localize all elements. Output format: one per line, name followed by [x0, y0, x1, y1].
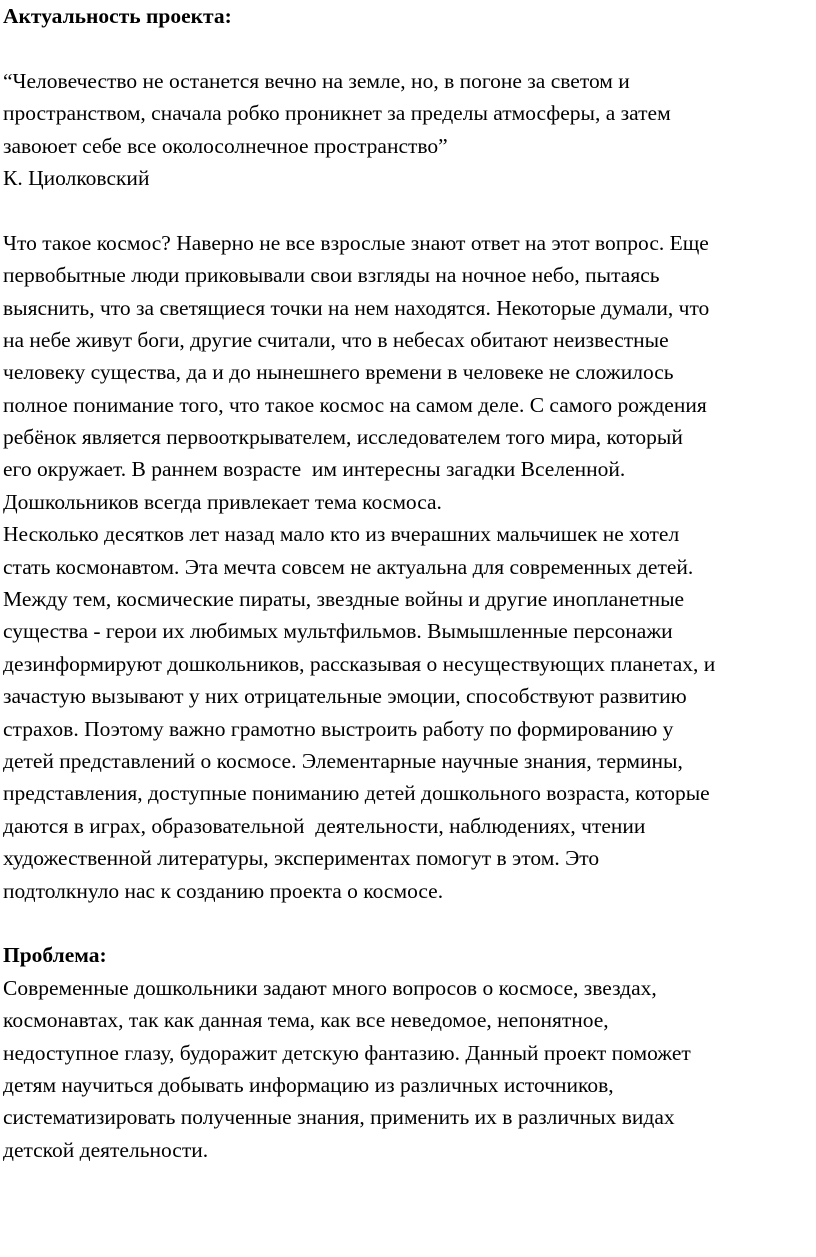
- relevance-paragraph-2: [3, 518, 813, 907]
- problem-paragraph: [3, 972, 813, 1166]
- quote-line: пространством, сначала робко проникнет за пределы атмосферы, а затем: [3, 101, 671, 126]
- text-line: зачастую вызывают у них отрицательные эмоции, способствуют развитию: [3, 684, 687, 709]
- text-line: существа - герои их любимых мультфильмов. Вымышленные персонажи: [3, 619, 673, 644]
- text-line: полное понимание того, что такое космос на самом деле. С самого рождения: [3, 392, 707, 417]
- quote-line: завоюет себе все околосолнечное пространство”: [3, 133, 448, 158]
- text-line: первобытные люди приковывали свои взгляды на ночное небо, пытаясь: [3, 263, 660, 288]
- text-line: художественной литературы, экспериментах помогут в этом. Это: [3, 846, 600, 871]
- text-line: детской деятельности.: [3, 1137, 209, 1162]
- text-line: стать космонавтом. Эта мечта совсем не актуальна для современных детей.: [3, 554, 694, 579]
- text-line: подтолкнуло нас к созданию проекта о космосе.: [3, 878, 444, 903]
- text-line: выяснить, что за светящиеся точки на нем находятся. Некоторые думали, что: [3, 295, 710, 320]
- text-line: даются в играх, образовательной деятельности, наблюдениях, чтении: [3, 813, 646, 838]
- text-line: представления, доступные пониманию детей дошкольного возраста, которые: [3, 781, 710, 806]
- text-line: человеку существа, да и до нынешнего времени в человеке не сложилось: [3, 360, 674, 385]
- quote-block: [3, 65, 813, 195]
- text-line: Современные дошкольники задают много вопросов о космосе, звездах,: [3, 975, 657, 1000]
- text-line: недоступное глазу, будоражит детскую фантазию. Данный проект поможет: [3, 1040, 691, 1065]
- text-line: его окружает. В раннем возрасте им интересны загадки Вселенной.: [3, 457, 626, 482]
- document-page: [3, 0, 813, 1166]
- text-line: дезинформируют дошкольников, рассказывая о несуществующих планетах, и: [3, 651, 716, 676]
- relevance-heading: Актуальность проекта:: [3, 4, 232, 28]
- text-line: детям научиться добывать информацию из различных источников,: [3, 1072, 614, 1097]
- text-line: космонавтах, так как данная тема, как все неведомое, непонятное,: [3, 1008, 609, 1033]
- relevance-paragraph-1: [3, 227, 813, 519]
- text-line: Между тем, космические пираты, звездные войны и другие инопланетные: [3, 587, 685, 612]
- spacer: [3, 907, 813, 939]
- text-line: страхов. Поэтому важно грамотно выстроить работу по формированию у: [3, 716, 674, 741]
- text-line: ребёнок является первооткрывателем, исследователем того мира, который: [3, 425, 683, 450]
- text-line: систематизировать полученные знания, применить их в различных видах: [3, 1105, 675, 1130]
- spacer: [3, 32, 813, 64]
- quote-author: К. Циолковский: [3, 165, 150, 190]
- spacer: [3, 194, 813, 226]
- text-line: Дошкольников всегда привлекает тема космоса.: [3, 489, 442, 514]
- text-line: на небе живут боги, другие считали, что в небесах обитают неизвестные: [3, 327, 669, 352]
- text-line: Несколько десятков лет назад мало кто из вчерашних мальчишек не хотел: [3, 522, 680, 547]
- problem-heading: Проблема:: [3, 943, 107, 968]
- text-line: Что такое космос? Наверно не все взрослые знают ответ на этот вопрос. Еще: [3, 230, 709, 255]
- quote-line: “Человечество не останется вечно на земле, но, в погоне за светом и: [3, 68, 630, 93]
- text-line: детей представлений о космосе. Элементарные научные знания, термины,: [3, 748, 683, 773]
